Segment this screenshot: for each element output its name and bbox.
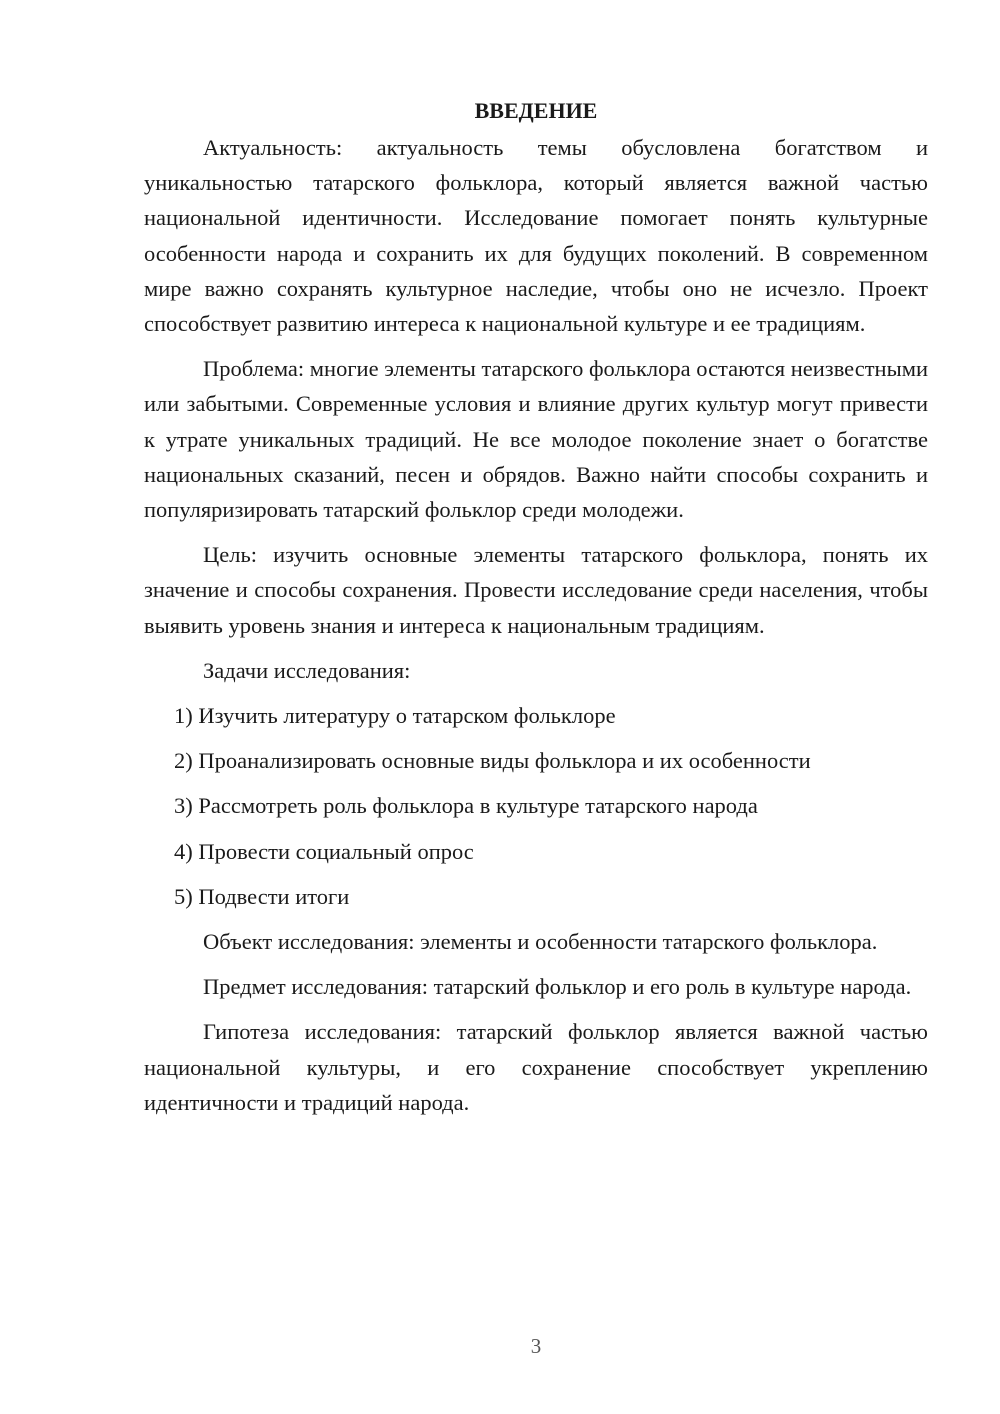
problem-paragraph: Проблема: многие элементы татарского фольклора остаются неизвестными или забытыми. Современные условия и влияние других культур могут привести к утрате уникальных традиций. Не все молодое поколение знает о богатстве национальных сказаний, песен и обрядов. Важно найти способы сохранить и популяризировать татарский фольклор среди молодежи. [144, 356, 928, 523]
goal-paragraph: Цель: изучить основные элементы татарского фольклора, понять их значение и способы сохранения. Провести исследование среди населения, чтобы выявить уровень знания и интереса к национальным традициям. [144, 542, 928, 638]
page-number: 3 [530, 1334, 542, 1358]
subject-paragraph: Предмет исследования: татарский фольклор и его роль в культуре народа. [203, 974, 912, 1000]
list-item: 3) Рассмотреть роль фольклора в культуре татарского народа [174, 793, 758, 819]
list-item: 4) Провести социальный опрос [174, 838, 474, 864]
document-page [144, 94, 928, 1130]
list-item: 2) Проанализировать основные виды фольклора и их особенности [174, 748, 811, 774]
section-heading: ВВЕДЕНИЕ [474, 98, 598, 123]
object-paragraph: Объект исследования: элементы и особенности татарского фольклора. [203, 929, 878, 955]
tasks-heading: Задачи исследования: [203, 657, 411, 683]
task-list [144, 698, 928, 914]
relevance-paragraph: Актуальность: актуальность темы обусловлена богатством и уникальностью татарского фольклора, который является важной частью национальной идентичности. Исследование помогает понять культурные особенности народа и сохранить их для будущих поколений. В современном мире важно сохранять культурное наследие, чтобы оно не исчезло. Проект способствует развитию интереса к национальной культуре и ее традициям. [144, 135, 928, 337]
list-item: 1) Изучить литературу о татарском фольклоре [174, 703, 616, 729]
hypothesis-paragraph: Гипотеза исследования: татарский фольклор является важной частью национальной культуры, и его сохранение способствует укреплению идентичности и традиций народа. [144, 1019, 928, 1115]
list-item: 5) Подвести итоги [174, 883, 350, 909]
